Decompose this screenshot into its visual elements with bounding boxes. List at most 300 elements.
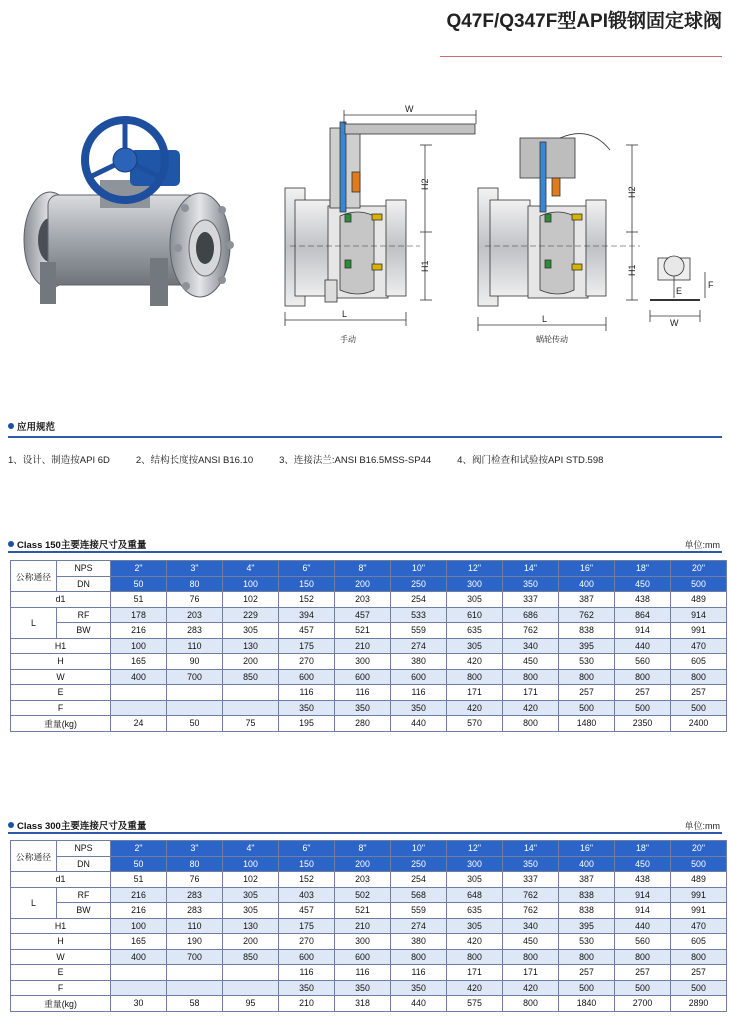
- table-cell: 283: [167, 623, 223, 639]
- table-cell: 800: [503, 996, 559, 1012]
- table-cell: 116: [279, 965, 335, 981]
- table-cell: 95: [223, 996, 279, 1012]
- table-cell: 165: [111, 654, 167, 670]
- table-cell: 50: [167, 716, 223, 732]
- table-cell: 560: [615, 654, 671, 670]
- table-cell: 190: [167, 934, 223, 950]
- bullet-icon: [8, 423, 14, 429]
- table-row: [11, 965, 727, 981]
- table-cell: 394: [279, 607, 335, 623]
- application-rule: [8, 436, 722, 438]
- dim-w-wheel-label: W: [670, 318, 679, 328]
- dim-h1-gear-label: H1: [627, 264, 637, 276]
- table-cell: 450: [503, 654, 559, 670]
- table-cell: 470: [671, 638, 727, 654]
- table-cell: 530: [559, 934, 615, 950]
- row-label: 重量(kg): [11, 996, 111, 1012]
- table-cell: 800: [615, 949, 671, 965]
- table-cell: 58: [167, 996, 223, 1012]
- class150-rule: [8, 551, 722, 553]
- table-cell: 686: [503, 607, 559, 623]
- table-cell: 8": [335, 841, 391, 857]
- table-cell: 270: [279, 654, 335, 670]
- table-cell: 2400: [671, 716, 727, 732]
- table-cell: 50: [111, 856, 167, 872]
- row-label: W: [11, 949, 111, 965]
- class300-unit: 单位:mm: [684, 821, 720, 831]
- table-cell: 800: [615, 669, 671, 685]
- table-cell: 210: [335, 638, 391, 654]
- table-cell: 800: [447, 949, 503, 965]
- table-cell: 305: [223, 903, 279, 919]
- table-cell: 171: [503, 965, 559, 981]
- table-cell: 3": [167, 841, 223, 857]
- table-cell: 257: [671, 685, 727, 701]
- table-cell: 635: [447, 623, 503, 639]
- table-cell: 350: [279, 700, 335, 716]
- table-cell: 254: [391, 592, 447, 608]
- table-cell: 175: [279, 638, 335, 654]
- row-group-label: L: [11, 607, 57, 638]
- table-cell: 600: [279, 669, 335, 685]
- table-cell: 305: [447, 638, 503, 654]
- table-cell: 76: [167, 872, 223, 888]
- spec-item: 2、结构长度按ANSI B16.10: [135, 455, 254, 466]
- table-row: [11, 903, 727, 919]
- dim-h2-label: H2: [420, 178, 430, 190]
- table-cell: 318: [335, 996, 391, 1012]
- table-cell: 521: [335, 903, 391, 919]
- table-cell: 30: [111, 996, 167, 1012]
- table-cell: 380: [391, 934, 447, 950]
- table-cell: [223, 700, 279, 716]
- table-cell: 2890: [671, 996, 727, 1012]
- table-cell: 350: [335, 980, 391, 996]
- application-list: [8, 452, 722, 466]
- table-cell: 914: [671, 607, 727, 623]
- table-cell: 150: [279, 856, 335, 872]
- table-cell: 300: [335, 934, 391, 950]
- table-cell: 270: [279, 934, 335, 950]
- row-label: H: [11, 934, 111, 950]
- table-cell: 530: [559, 654, 615, 670]
- table-cell: 10": [391, 561, 447, 577]
- gear-drawing: [478, 134, 705, 331]
- table-cell: 470: [671, 918, 727, 934]
- table-cell: 203: [167, 607, 223, 623]
- table-cell: 216: [111, 623, 167, 639]
- table-cell: 203: [335, 872, 391, 888]
- table-cell: 2700: [615, 996, 671, 1012]
- row-label: E: [11, 965, 111, 981]
- table-cell: 12": [447, 841, 503, 857]
- table-cell: 305: [447, 918, 503, 934]
- table-cell: 438: [615, 872, 671, 888]
- dim-f-label: F: [708, 280, 714, 290]
- table-cell: 420: [447, 934, 503, 950]
- table-cell: [223, 685, 279, 701]
- table-cell: 274: [391, 918, 447, 934]
- table-cell: 100: [111, 638, 167, 654]
- table-cell: 110: [167, 918, 223, 934]
- table-row: [11, 949, 727, 965]
- row-label: H1: [11, 918, 111, 934]
- table-cell: 337: [503, 872, 559, 888]
- table-cell: 575: [447, 996, 503, 1012]
- table-cell: 305: [223, 887, 279, 903]
- table-cell: 438: [615, 592, 671, 608]
- table-cell: 4": [223, 561, 279, 577]
- table-cell: 165: [111, 934, 167, 950]
- table-cell: [111, 980, 167, 996]
- table-cell: 600: [391, 669, 447, 685]
- table-cell: 6": [279, 841, 335, 857]
- table-cell: 350: [503, 856, 559, 872]
- table-cell: 991: [671, 623, 727, 639]
- table-cell: 75: [223, 716, 279, 732]
- table-cell: 500: [671, 576, 727, 592]
- table-cell: 850: [223, 949, 279, 965]
- table-cell: 102: [223, 592, 279, 608]
- table-cell: 257: [615, 685, 671, 701]
- table-cell: 305: [447, 872, 503, 888]
- table-cell: 24: [111, 716, 167, 732]
- table-cell: 605: [671, 654, 727, 670]
- valve-illustration: [0, 80, 730, 360]
- row-label: d1: [11, 872, 111, 888]
- row-label: BW: [57, 623, 111, 639]
- row-label: d1: [11, 592, 111, 608]
- table-cell: 200: [335, 856, 391, 872]
- table-cell: 850: [223, 669, 279, 685]
- table-cell: 420: [503, 700, 559, 716]
- table-cell: [167, 685, 223, 701]
- table-cell: 76: [167, 592, 223, 608]
- table-cell: 350: [503, 576, 559, 592]
- table-row: [11, 856, 727, 872]
- row-label: BW: [57, 903, 111, 919]
- row-label: W: [11, 669, 111, 685]
- table-cell: 605: [671, 934, 727, 950]
- table-cell: 12": [447, 561, 503, 577]
- row-label: F: [11, 980, 111, 996]
- table-cell: 800: [503, 949, 559, 965]
- table-cell: 178: [111, 607, 167, 623]
- table-cell: 18": [615, 561, 671, 577]
- table-cell: 283: [167, 903, 223, 919]
- table-cell: 403: [279, 887, 335, 903]
- table-cell: 116: [335, 965, 391, 981]
- table-cell: 102: [223, 872, 279, 888]
- table-cell: 200: [223, 654, 279, 670]
- row-label: DN: [57, 576, 111, 592]
- dim-e-label: E: [676, 286, 683, 296]
- class150-table: [10, 560, 727, 732]
- table-cell: 100: [111, 918, 167, 934]
- table-cell: 203: [335, 592, 391, 608]
- row-label: RF: [57, 607, 111, 623]
- spec-item: 3、连接法兰:ANSI B16.5MSS-SP44: [279, 455, 432, 466]
- table-cell: 100: [223, 856, 279, 872]
- table-cell: 800: [671, 949, 727, 965]
- table-cell: 500: [671, 856, 727, 872]
- bullet-icon: [8, 822, 14, 828]
- row-label: E: [11, 685, 111, 701]
- table-cell: 305: [447, 592, 503, 608]
- table-cell: 560: [615, 934, 671, 950]
- table-cell: 800: [447, 669, 503, 685]
- table-cell: 800: [671, 669, 727, 685]
- table-cell: 450: [615, 856, 671, 872]
- spec-item: 4、阀门检查和试验按API STD.598: [457, 455, 604, 466]
- table-cell: 20": [671, 841, 727, 857]
- dim-h2-gear-label: H2: [627, 186, 637, 198]
- table-row: [11, 980, 727, 996]
- table-cell: 8": [335, 561, 391, 577]
- table-cell: 864: [615, 607, 671, 623]
- row-label: 重量(kg): [11, 716, 111, 732]
- table-cell: 380: [391, 654, 447, 670]
- table-cell: 283: [167, 887, 223, 903]
- table-cell: 257: [559, 685, 615, 701]
- table-cell: 610: [447, 607, 503, 623]
- table-cell: 152: [279, 592, 335, 608]
- table-cell: 51: [111, 592, 167, 608]
- table-cell: 914: [615, 623, 671, 639]
- table-cell: 450: [615, 576, 671, 592]
- table-cell: 18": [615, 841, 671, 857]
- table-cell: 80: [167, 856, 223, 872]
- table-cell: 51: [111, 872, 167, 888]
- row-group-label: L: [11, 887, 57, 918]
- table-cell: 20": [671, 561, 727, 577]
- table-cell: 762: [559, 607, 615, 623]
- table-cell: 420: [447, 980, 503, 996]
- table-cell: 559: [391, 623, 447, 639]
- row-label: H: [11, 654, 111, 670]
- table-cell: 440: [391, 716, 447, 732]
- table-cell: 175: [279, 918, 335, 934]
- table-cell: 387: [559, 872, 615, 888]
- table-cell: 14": [503, 561, 559, 577]
- table-cell: 800: [559, 949, 615, 965]
- table-cell: 100: [223, 576, 279, 592]
- table-cell: 838: [559, 903, 615, 919]
- table-cell: [223, 980, 279, 996]
- table-cell: 195: [279, 716, 335, 732]
- table-cell: 762: [503, 623, 559, 639]
- table-cell: 991: [671, 903, 727, 919]
- table-cell: 216: [111, 903, 167, 919]
- table-cell: 400: [111, 669, 167, 685]
- row-label: H1: [11, 638, 111, 654]
- table-row: [11, 576, 727, 592]
- table-cell: 800: [559, 669, 615, 685]
- table-cell: 800: [391, 949, 447, 965]
- table-cell: 533: [391, 607, 447, 623]
- table-cell: 210: [335, 918, 391, 934]
- table-cell: 171: [503, 685, 559, 701]
- table-cell: 914: [615, 903, 671, 919]
- gear-caption: 蜗轮传动: [536, 335, 568, 344]
- table-cell: 4": [223, 841, 279, 857]
- table-cell: 150: [279, 576, 335, 592]
- table-cell: 80: [167, 576, 223, 592]
- row-label: RF: [57, 887, 111, 903]
- table-cell: 991: [671, 887, 727, 903]
- table-cell: 210: [279, 996, 335, 1012]
- table-cell: 171: [447, 965, 503, 981]
- table-cell: 6": [279, 561, 335, 577]
- manual-drawing: [285, 110, 476, 326]
- table-cell: 457: [279, 903, 335, 919]
- class150-unit: 单位:mm: [684, 540, 720, 550]
- table-row: [11, 685, 727, 701]
- table-cell: 250: [391, 576, 447, 592]
- row-label: NPS: [57, 561, 111, 577]
- table-row: [11, 996, 727, 1012]
- table-cell: 250: [391, 856, 447, 872]
- table-row: [11, 934, 727, 950]
- table-cell: 305: [223, 623, 279, 639]
- table-cell: 340: [503, 918, 559, 934]
- dim-h1-label: H1: [420, 260, 430, 272]
- table-cell: 395: [559, 638, 615, 654]
- table-cell: 489: [671, 592, 727, 608]
- table-cell: 838: [559, 887, 615, 903]
- table-cell: [167, 965, 223, 981]
- row-label: NPS: [57, 841, 111, 857]
- table-row: [11, 592, 727, 608]
- table-cell: 116: [279, 685, 335, 701]
- table-cell: 489: [671, 872, 727, 888]
- table-cell: 300: [335, 654, 391, 670]
- row-group-label: 公称通径: [11, 561, 57, 592]
- table-cell: 700: [167, 669, 223, 685]
- dim-l-gear-label: L: [542, 314, 548, 324]
- table-cell: 116: [391, 685, 447, 701]
- class300-heading: Class 300主要连接尺寸及重量: [8, 818, 146, 832]
- table-cell: [111, 965, 167, 981]
- table-cell: 300: [447, 576, 503, 592]
- table-cell: 395: [559, 918, 615, 934]
- table-cell: 420: [447, 700, 503, 716]
- table-cell: 500: [559, 700, 615, 716]
- table-cell: 90: [167, 654, 223, 670]
- table-cell: 420: [447, 654, 503, 670]
- table-row: [11, 700, 727, 716]
- table-cell: 500: [671, 700, 727, 716]
- table-cell: 2350: [615, 716, 671, 732]
- table-cell: 2": [111, 841, 167, 857]
- table-cell: 450: [503, 934, 559, 950]
- table-cell: 500: [615, 700, 671, 716]
- table-cell: 50: [111, 576, 167, 592]
- table-cell: 400: [559, 576, 615, 592]
- table-cell: 350: [391, 980, 447, 996]
- table-cell: 116: [335, 685, 391, 701]
- class300-table: [10, 840, 727, 1012]
- table-cell: 600: [279, 949, 335, 965]
- table-cell: 229: [223, 607, 279, 623]
- table-cell: 440: [615, 918, 671, 934]
- table-cell: 500: [559, 980, 615, 996]
- page-title: Q47F/Q347F型API锻钢固定球阀: [446, 11, 722, 32]
- dim-l-label: L: [342, 309, 348, 319]
- table-cell: 502: [335, 887, 391, 903]
- table-cell: 387: [559, 592, 615, 608]
- table-cell: 457: [335, 607, 391, 623]
- dim-w-label: W: [405, 104, 414, 114]
- table-row: [11, 669, 727, 685]
- table-row: [11, 887, 727, 903]
- application-heading: 应用规范: [8, 419, 55, 433]
- table-cell: 570: [447, 716, 503, 732]
- table-cell: 350: [279, 980, 335, 996]
- table-cell: [111, 700, 167, 716]
- table-cell: 300: [447, 856, 503, 872]
- table-cell: 600: [335, 949, 391, 965]
- bullet-icon: [8, 541, 14, 547]
- table-cell: 762: [503, 887, 559, 903]
- table-cell: 800: [503, 669, 559, 685]
- table-cell: [223, 965, 279, 981]
- table-cell: 500: [615, 980, 671, 996]
- table-cell: 340: [503, 638, 559, 654]
- table-cell: 440: [391, 996, 447, 1012]
- title-divider: [440, 56, 722, 57]
- table-cell: 420: [503, 980, 559, 996]
- table-cell: 1840: [559, 996, 615, 1012]
- spec-item: 1、设计、制造按API 6D: [8, 455, 110, 466]
- table-row: [11, 841, 727, 857]
- table-cell: 559: [391, 903, 447, 919]
- table-row: [11, 638, 727, 654]
- table-cell: 274: [391, 638, 447, 654]
- table-cell: 171: [447, 685, 503, 701]
- table-cell: 600: [335, 669, 391, 685]
- table-cell: 254: [391, 872, 447, 888]
- table-cell: [167, 700, 223, 716]
- table-cell: 635: [447, 903, 503, 919]
- table-cell: 200: [223, 934, 279, 950]
- table-cell: 16": [559, 841, 615, 857]
- table-row: [11, 872, 727, 888]
- table-cell: 800: [503, 716, 559, 732]
- manual-caption: 手动: [340, 335, 356, 344]
- table-cell: 400: [559, 856, 615, 872]
- table-cell: 914: [615, 887, 671, 903]
- table-cell: 257: [559, 965, 615, 981]
- table-cell: 521: [335, 623, 391, 639]
- table-cell: 2": [111, 561, 167, 577]
- table-cell: 568: [391, 887, 447, 903]
- table-cell: 200: [335, 576, 391, 592]
- table-cell: 500: [671, 980, 727, 996]
- table-row: [11, 716, 727, 732]
- table-cell: [167, 980, 223, 996]
- table-cell: 648: [447, 887, 503, 903]
- table-cell: 10": [391, 841, 447, 857]
- table-row: [11, 918, 727, 934]
- table-cell: 152: [279, 872, 335, 888]
- row-group-label: 公称通径: [11, 841, 57, 872]
- table-cell: [111, 685, 167, 701]
- table-cell: 16": [559, 561, 615, 577]
- table-cell: 700: [167, 949, 223, 965]
- table-row: [11, 623, 727, 639]
- table-cell: 110: [167, 638, 223, 654]
